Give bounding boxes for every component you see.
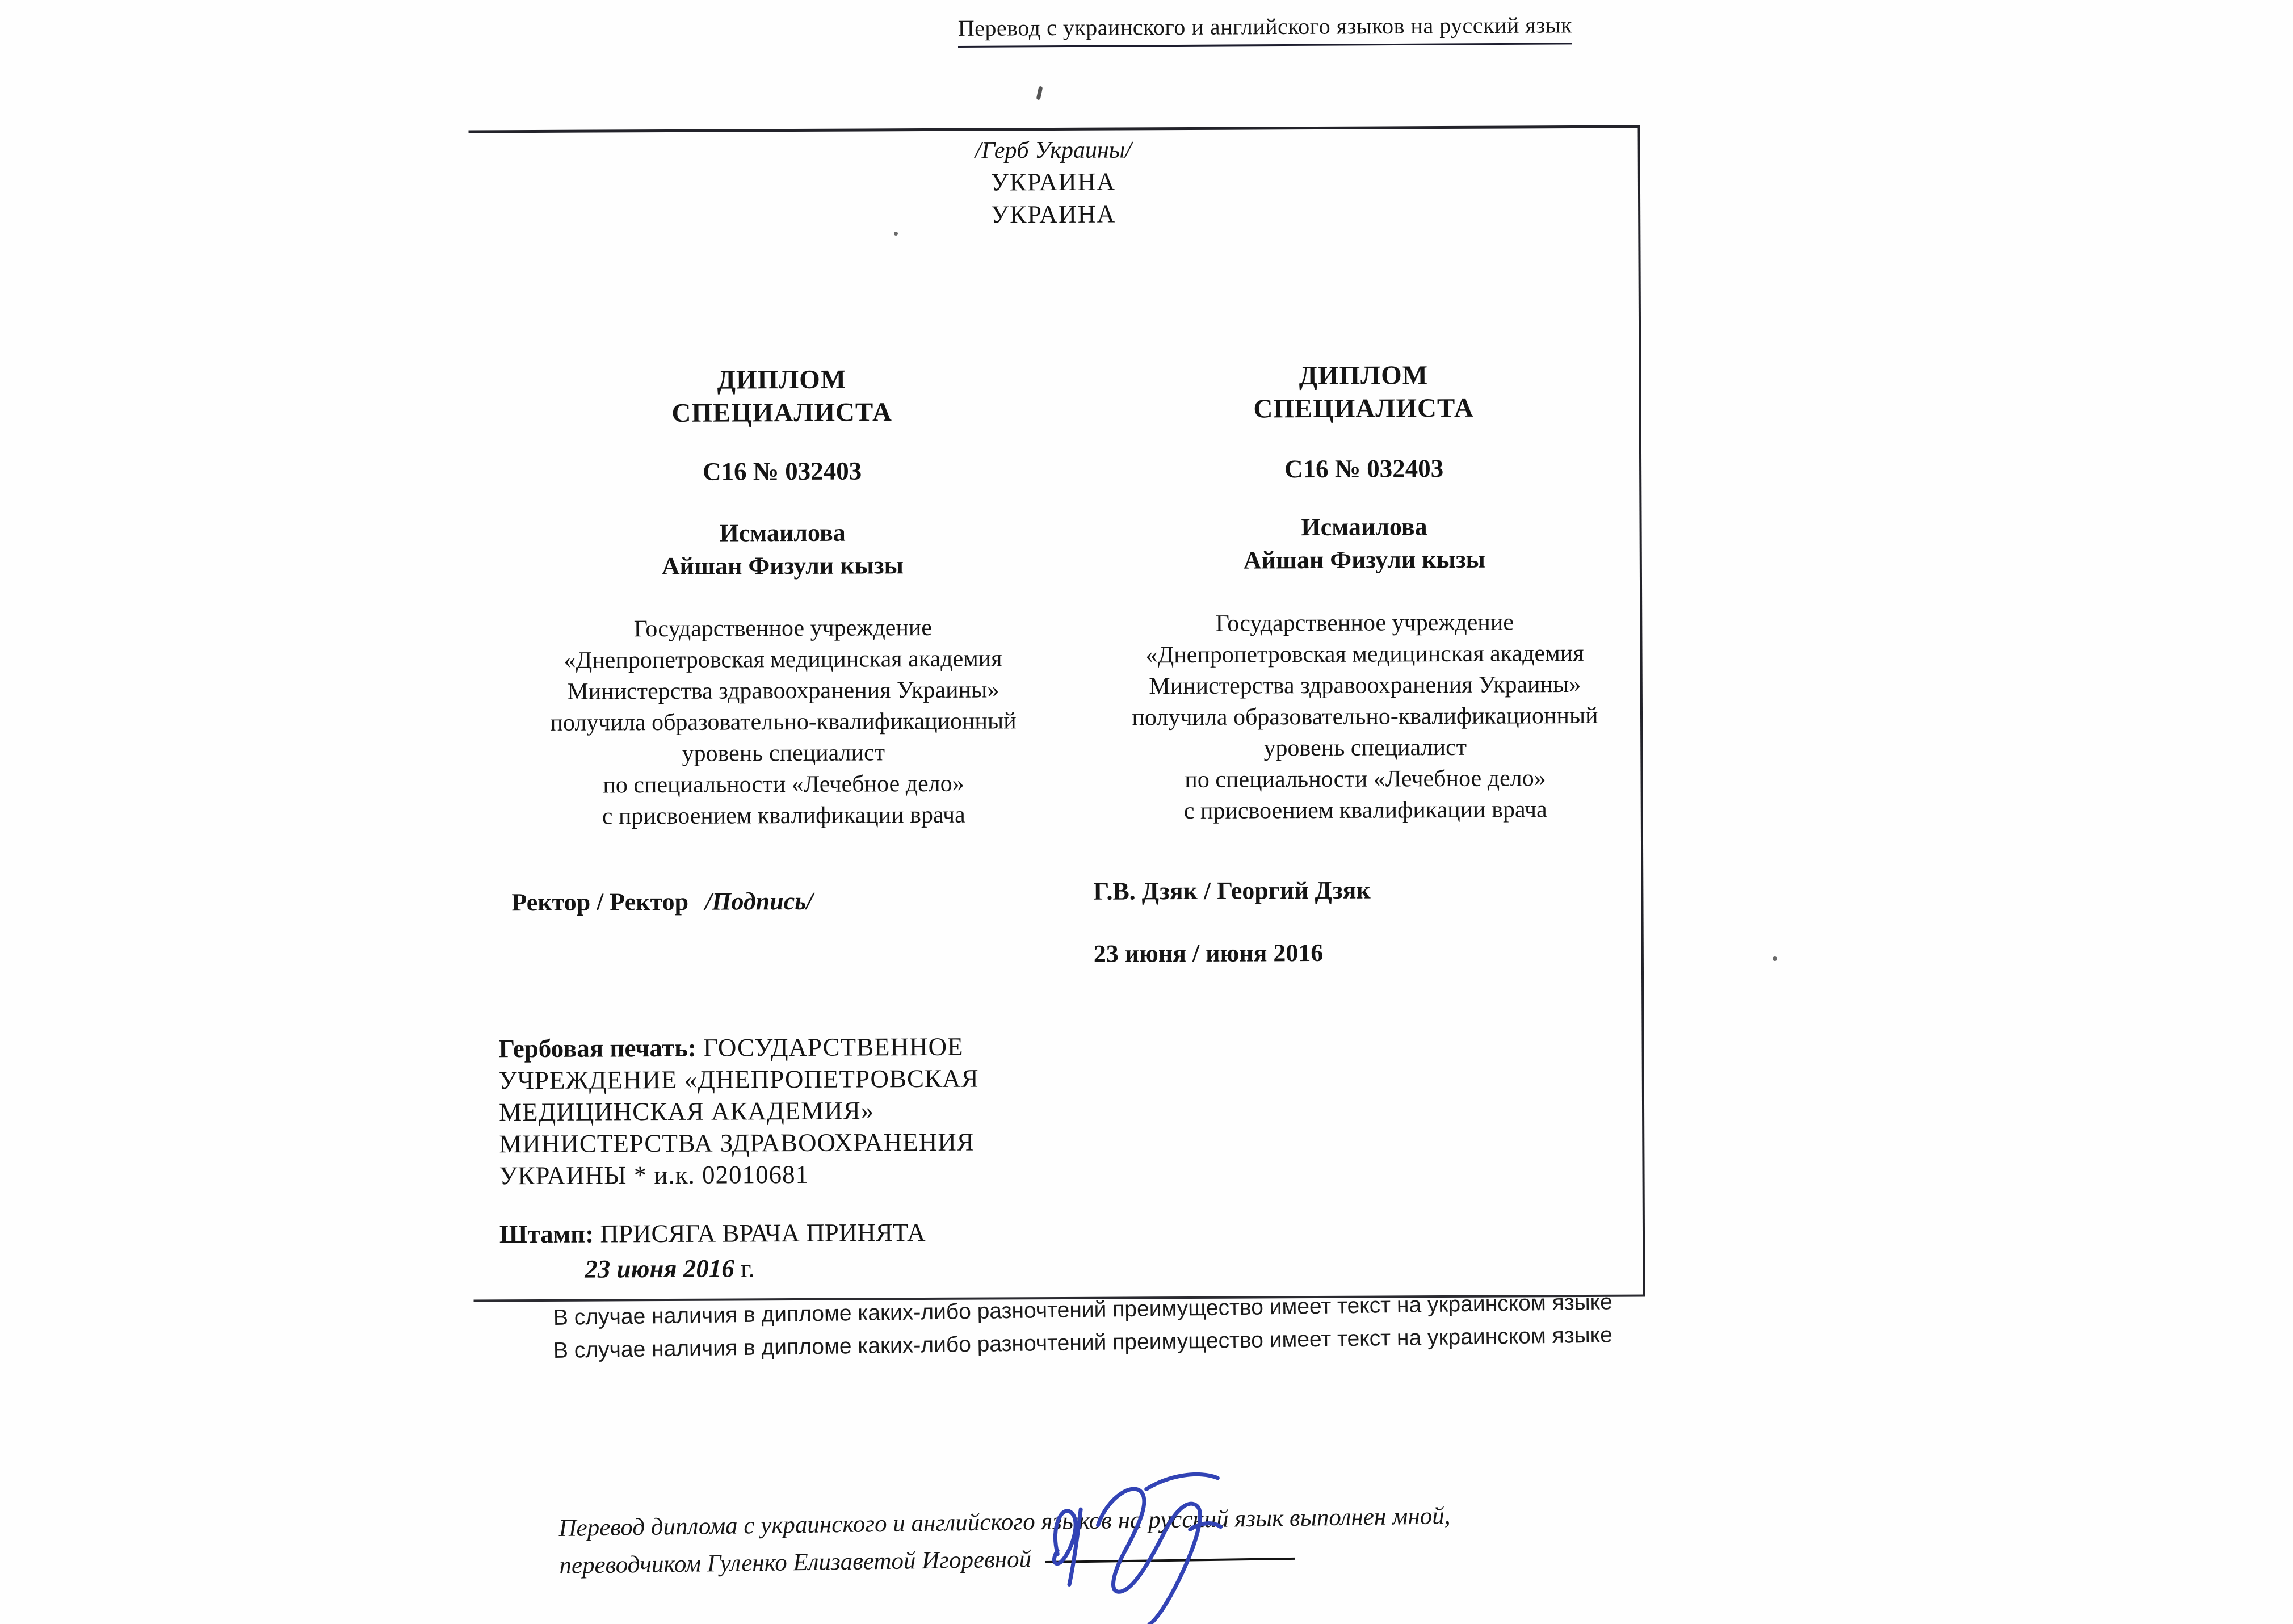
seal-line: УКРАИНЫ * и.к. 02010681 bbox=[499, 1160, 809, 1190]
body-line: по специальности «Лечебное дело» bbox=[1185, 765, 1546, 794]
graduate-given-names: Айшан Физули кызы bbox=[661, 551, 904, 581]
diploma-body-text bbox=[1092, 607, 1638, 828]
body-line: уровень специалист bbox=[682, 740, 885, 767]
rector-signature-line bbox=[511, 886, 1056, 917]
body-line: «Днепропетровская медицинская академия bbox=[564, 645, 1002, 674]
diploma-title-line2: СПЕЦИАЛИСТА bbox=[671, 397, 892, 428]
diploma-title-line1: ДИПЛОМ bbox=[717, 364, 847, 395]
diploma-translation-frame bbox=[469, 125, 1645, 1302]
translator-certification bbox=[558, 1495, 1638, 1585]
translation-direction-header: Перевод с украинского и английского языков на русский язык bbox=[958, 11, 1572, 48]
diploma-number: С16 № 032403 bbox=[702, 456, 862, 486]
graduate-name bbox=[1091, 510, 1636, 578]
seal-line: МИНИСТЕРСТВА ЗДРАВООХРАНЕНИЯ bbox=[499, 1127, 975, 1159]
issue-date-line: 23 июня / июня 2016 bbox=[1093, 938, 1324, 968]
translator-statement-line2: переводчиком Гуленко Елизаветой Игоревной bbox=[559, 1532, 1638, 1585]
stamp-description bbox=[499, 1216, 1056, 1285]
body-line: Государственное учреждение bbox=[1215, 609, 1514, 637]
discrepancy-notice-line2: В случае наличия в дипломе каких-либо разночтений преимущество имеет текст на украинском языке bbox=[553, 1323, 1613, 1363]
diploma-body-text bbox=[510, 612, 1056, 833]
coat-of-arms-note: /Герб Украины/ bbox=[975, 137, 1132, 164]
stamp-date: 23 июня 2016 bbox=[585, 1254, 734, 1283]
stamp-date-line bbox=[499, 1251, 1056, 1285]
body-line: «Днепропетровская медицинская академия bbox=[1145, 640, 1584, 669]
graduate-surname: Исмаилова bbox=[1301, 513, 1427, 542]
signature-note: /Подпись/ bbox=[704, 887, 813, 916]
body-line: Государственное учреждение bbox=[633, 614, 933, 643]
body-line: по специальности «Лечебное дело» bbox=[603, 770, 964, 799]
seal-line: МЕДИЦИНСКАЯ АКАДЕМИЯ» bbox=[498, 1096, 875, 1127]
scan-speck bbox=[1773, 956, 1777, 961]
seal-label: Гербовая печать: bbox=[498, 1033, 696, 1063]
graduate-given-names: Айшан Физули кызы bbox=[1243, 545, 1486, 574]
graduate-name bbox=[510, 515, 1055, 584]
body-line: получила образовательно-квалификационный bbox=[550, 708, 1017, 736]
translator-statement-line1: Перевод диплома с украинского и английского языков на русский язык выполнен мной, bbox=[558, 1503, 1451, 1542]
diploma-title bbox=[509, 362, 1054, 430]
stamp-label: Штамп: bbox=[499, 1219, 594, 1249]
body-line: Министерства здравоохранения Украины» bbox=[1149, 671, 1581, 700]
body-line: Министерства здравоохранения Украины» bbox=[567, 677, 999, 705]
rector-label: Ректор / Ректор bbox=[511, 887, 689, 917]
diploma-title-line1: ДИПЛОМ bbox=[1299, 360, 1429, 391]
diploma-title-line2: СПЕЦИАЛИСТА bbox=[1253, 393, 1474, 424]
official-seal-description bbox=[498, 1030, 1055, 1191]
diploma-column-right bbox=[1090, 128, 1640, 1297]
rector-name-line: Г.В. Дзяк / Георгий Дзяк bbox=[1093, 876, 1371, 905]
seal-line: УЧРЕЖДЕНИЕ «ДНЕПРОПЕТРОВСКАЯ bbox=[498, 1064, 979, 1095]
country-name-line1: УКРАИНА bbox=[990, 167, 1116, 196]
graduate-surname: Исмаилова bbox=[719, 518, 846, 547]
diploma-number: С16 № 032403 bbox=[1284, 454, 1444, 484]
seal-line: Гербовая печать: ГОСУДАРСТВЕННОЕ bbox=[498, 1032, 964, 1063]
body-line: с присвоением квалификации врача bbox=[602, 801, 965, 830]
signature-underline bbox=[1045, 1558, 1295, 1563]
body-line: уровень специалист bbox=[1263, 734, 1467, 762]
scan-speck bbox=[1036, 86, 1043, 100]
body-line: с присвоением квалификации врача bbox=[1183, 796, 1547, 825]
stamp-line: Штамп: ПРИСЯГА ВРАЧА ПРИНЯТА bbox=[499, 1218, 926, 1249]
diploma-title bbox=[1091, 358, 1636, 426]
country-name-line2: УКРАИНА bbox=[990, 200, 1116, 229]
stamp-date-suffix: г. bbox=[740, 1254, 755, 1283]
discrepancy-notice-line1: В случае наличия в дипломе каких-либо разночтений преимущество имеет текст на украинском языке bbox=[553, 1290, 1613, 1330]
body-line: получила образовательно-квалификационный bbox=[1132, 702, 1598, 731]
